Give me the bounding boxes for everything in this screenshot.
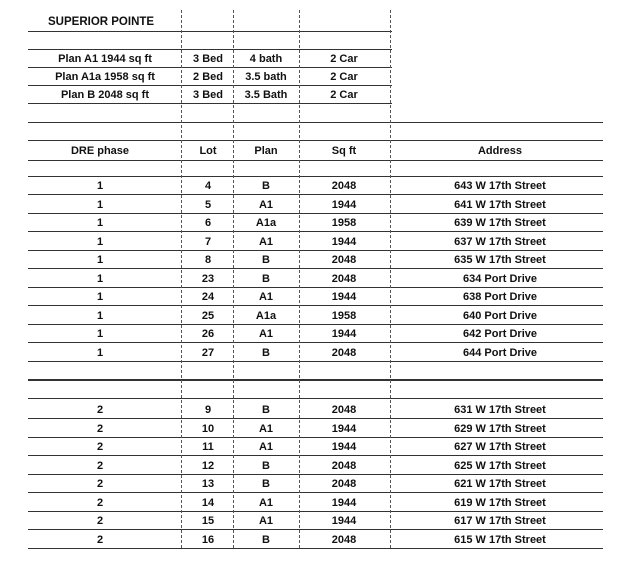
horizontal-rule xyxy=(28,49,392,50)
cell-lot: 8 xyxy=(204,254,212,266)
horizontal-rule xyxy=(28,103,392,104)
horizontal-rule xyxy=(28,287,603,288)
horizontal-rule xyxy=(28,160,603,161)
cell-plan: A1 xyxy=(258,235,274,248)
cell-address: 617 W 17th Street xyxy=(454,515,546,527)
cell-address: 615 W 17th Street xyxy=(454,533,546,546)
cell-address: 643 W 17th Street xyxy=(454,180,546,192)
cell-phase: 2 xyxy=(96,441,104,453)
cell-plan: A1a xyxy=(255,217,277,229)
cell-address: 642 Port Drive xyxy=(463,328,537,340)
cell-sqft: 2048 xyxy=(331,180,357,192)
cell-sqft: 1944 xyxy=(331,291,357,303)
horizontal-rule xyxy=(28,474,603,475)
table-row xyxy=(0,177,623,195)
table-row xyxy=(0,251,623,269)
cell-address: 639 W 17th Street xyxy=(454,217,546,229)
cell-plan: A1 xyxy=(258,291,274,303)
cell-phase: 2 xyxy=(96,404,104,416)
cell-lot: 13 xyxy=(201,478,215,490)
horizontal-rule xyxy=(28,511,603,512)
cell-sqft: 2048 xyxy=(331,404,357,416)
cell-lot: 16 xyxy=(201,533,215,546)
horizontal-rule xyxy=(28,231,603,232)
table-row xyxy=(0,438,623,456)
cell-phase: 2 xyxy=(96,533,104,546)
table-header-row xyxy=(0,142,623,160)
horizontal-rule xyxy=(28,213,603,214)
cell-lot: 26 xyxy=(201,328,215,340)
cell-address: 640 Port Drive xyxy=(463,309,537,322)
cell-lot: 5 xyxy=(204,198,212,211)
horizontal-rule xyxy=(28,455,603,456)
horizontal-rule xyxy=(28,361,603,362)
cell-plan: B xyxy=(262,478,270,490)
cell-phase: 2 xyxy=(96,496,104,509)
cell-plan: B xyxy=(262,533,270,546)
cell-plan: B xyxy=(262,272,270,285)
horizontal-rule xyxy=(28,31,392,32)
cell-sqft: 1944 xyxy=(331,235,357,248)
horizontal-rule xyxy=(28,418,603,419)
header-phase: DRE phase xyxy=(70,145,130,157)
plan-car: 2 Car xyxy=(330,71,358,83)
cell-address: 641 W 17th Street xyxy=(454,198,546,211)
cell-lot: 11 xyxy=(202,441,214,453)
table-row xyxy=(0,307,623,325)
cell-lot: 23 xyxy=(201,272,215,285)
cell-address: 629 W 17th Street xyxy=(454,422,546,435)
cell-lot: 12 xyxy=(201,459,215,472)
cell-phase: 1 xyxy=(96,198,104,211)
cell-phase: 1 xyxy=(96,328,104,340)
horizontal-rule xyxy=(28,529,603,530)
plan-bath: 3.5 Bath xyxy=(244,89,288,101)
cell-address: 644 Port Drive xyxy=(463,346,537,359)
cell-plan: B xyxy=(262,180,270,192)
table-row xyxy=(0,344,623,362)
plan-bed: 2 Bed xyxy=(193,71,223,83)
cell-plan: A1 xyxy=(258,441,274,453)
cell-phase: 2 xyxy=(96,478,104,490)
cell-plan: A1 xyxy=(258,198,274,211)
horizontal-rule xyxy=(28,250,603,251)
cell-lot: 14 xyxy=(201,496,215,509)
horizontal-rule xyxy=(28,268,603,269)
table-row xyxy=(0,196,623,214)
cell-sqft: 2048 xyxy=(331,459,357,472)
table-row xyxy=(0,531,623,549)
horizontal-rule xyxy=(28,324,603,325)
page-title: SUPERIOR POINTE xyxy=(48,16,155,28)
cell-lot: 24 xyxy=(201,291,215,303)
cell-sqft: 1944 xyxy=(331,198,357,211)
cell-sqft: 2048 xyxy=(331,272,357,285)
cell-plan: B xyxy=(262,404,270,416)
table-row xyxy=(0,512,623,530)
cell-sqft: 1944 xyxy=(331,515,357,527)
cell-lot: 27 xyxy=(201,346,215,359)
cell-phase: 1 xyxy=(96,272,104,285)
cell-address: 637 W 17th Street xyxy=(454,235,546,248)
cell-address: 635 W 17th Street xyxy=(454,254,546,266)
plan-car: 2 Car xyxy=(330,89,358,101)
header-plan: Plan xyxy=(254,145,278,157)
plan-name: Plan B 2048 sq ft xyxy=(60,89,150,101)
plan-bed: 3 Bed xyxy=(193,89,223,101)
cell-plan: A1 xyxy=(258,328,274,340)
cell-plan: A1 xyxy=(258,422,274,435)
cell-sqft: 2048 xyxy=(331,254,357,266)
table-row xyxy=(0,325,623,343)
horizontal-rule xyxy=(28,140,603,141)
horizontal-rule xyxy=(28,548,603,549)
cell-sqft: 1958 xyxy=(331,217,357,229)
horizontal-rule xyxy=(28,437,603,438)
plan-bath: 4 bath xyxy=(249,53,283,65)
cell-phase: 1 xyxy=(96,309,104,322)
table-row xyxy=(0,214,623,232)
cell-lot: 4 xyxy=(204,180,212,192)
cell-plan: A1 xyxy=(258,496,274,509)
cell-sqft: 1944 xyxy=(331,496,357,509)
plan-row xyxy=(0,50,623,68)
cell-address: 621 W 17th Street xyxy=(454,478,546,490)
column-divider xyxy=(390,10,391,548)
cell-phase: 1 xyxy=(96,180,104,192)
horizontal-rule xyxy=(28,85,392,86)
cell-phase: 2 xyxy=(96,459,104,472)
cell-address: 634 Port Drive xyxy=(463,272,537,285)
header-sqft: Sq ft xyxy=(331,145,357,157)
horizontal-rule xyxy=(28,398,603,399)
cell-plan: B xyxy=(262,254,270,266)
horizontal-rule xyxy=(28,194,603,195)
cell-plan: A1 xyxy=(258,515,274,527)
cell-address: 619 W 17th Street xyxy=(454,496,546,509)
plan-row xyxy=(0,86,623,104)
horizontal-rule xyxy=(28,492,603,493)
table-row xyxy=(0,270,623,288)
cell-address: 627 W 17th Street xyxy=(454,441,546,453)
cell-sqft: 1944 xyxy=(331,441,357,453)
cell-phase: 1 xyxy=(96,235,104,248)
cell-phase: 2 xyxy=(96,422,104,435)
header-address: Address xyxy=(477,145,523,157)
horizontal-rule xyxy=(28,342,603,343)
cell-lot: 10 xyxy=(201,422,215,435)
cell-phase: 1 xyxy=(96,217,104,229)
cell-sqft: 2048 xyxy=(331,346,357,359)
cell-plan: B xyxy=(262,346,270,359)
cell-lot: 6 xyxy=(204,217,212,229)
cell-sqft: 1944 xyxy=(331,422,357,435)
plan-name: Plan A1a 1958 sq ft xyxy=(55,71,155,83)
plan-bed: 3 Bed xyxy=(193,53,223,65)
cell-sqft: 1944 xyxy=(331,328,357,340)
table-row xyxy=(0,233,623,251)
table-row xyxy=(0,457,623,475)
cell-address: 638 Port Drive xyxy=(463,291,537,303)
cell-phase: 1 xyxy=(96,346,104,359)
column-divider xyxy=(233,10,234,548)
column-divider xyxy=(181,10,182,548)
header-lot: Lot xyxy=(199,145,217,157)
plan-car: 2 Car xyxy=(330,53,358,65)
cell-lot: 9 xyxy=(204,404,212,416)
cell-lot: 7 xyxy=(204,235,212,248)
horizontal-rule xyxy=(28,67,392,68)
cell-sqft: 1958 xyxy=(331,309,357,322)
table-row xyxy=(0,494,623,512)
horizontal-rule xyxy=(28,305,603,306)
table-row xyxy=(0,475,623,493)
cell-lot: 25 xyxy=(201,309,215,322)
table-row xyxy=(0,420,623,438)
plan-bath: 3.5 bath xyxy=(245,71,287,83)
cell-sqft: 2048 xyxy=(331,533,357,546)
cell-lot: 15 xyxy=(201,515,215,527)
cell-sqft: 2048 xyxy=(331,478,357,490)
cell-phase: 2 xyxy=(96,515,104,527)
cell-phase: 1 xyxy=(96,254,104,266)
plan-row xyxy=(0,68,623,86)
cell-plan: A1a xyxy=(255,309,277,322)
cell-address: 625 W 17th Street xyxy=(454,459,546,472)
plan-name: Plan A1 1944 sq ft xyxy=(58,53,152,65)
cell-address: 631 W 17th Street xyxy=(454,404,546,416)
cell-phase: 1 xyxy=(96,291,104,303)
horizontal-rule xyxy=(28,176,603,177)
table-row xyxy=(0,401,623,419)
horizontal-rule xyxy=(28,380,603,381)
table-row xyxy=(0,288,623,306)
column-divider xyxy=(299,10,300,548)
cell-plan: B xyxy=(262,459,270,472)
horizontal-rule xyxy=(28,122,603,123)
